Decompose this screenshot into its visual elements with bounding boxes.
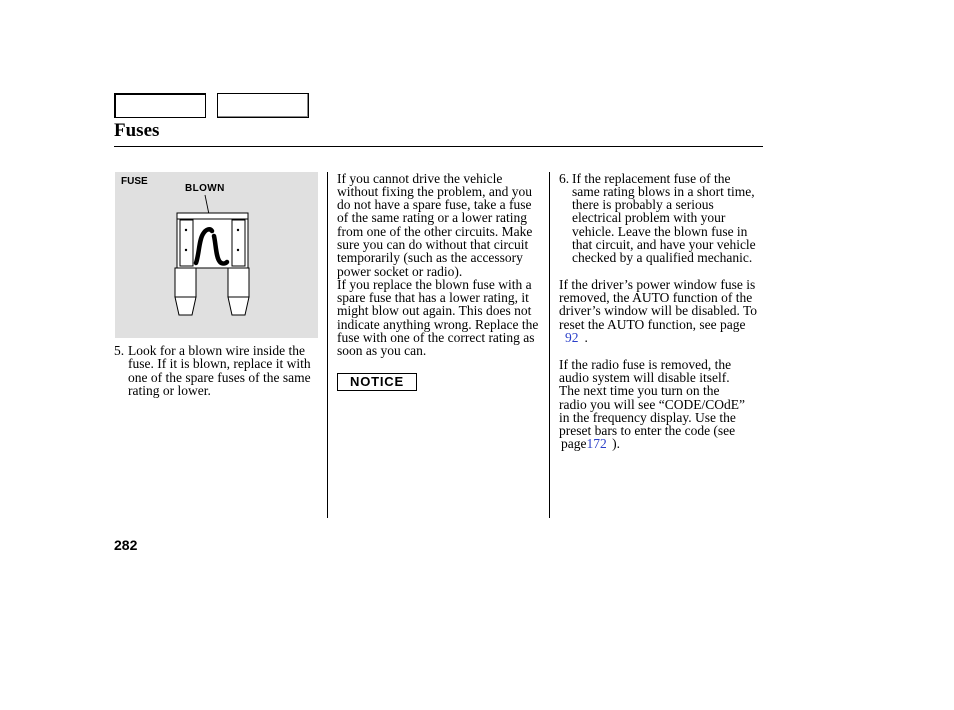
text-line: preset bars to enter the code (see [559,423,736,439]
paragraph-lines [559,358,757,438]
terminal-dot [185,249,187,251]
text-line: fuse with one of the correct rating as [337,330,535,346]
fuse-terminal-left [180,220,193,266]
text-line: soon as you can. [337,343,427,359]
text-line: checked by a qualified mechanic. [572,250,753,266]
fuse-leg-right-tip [228,297,249,315]
fuse-illustration [115,172,318,338]
reference-suffix: . [584,330,588,346]
text-line: audio system will disable itself. [559,369,730,385]
terminal-dot [237,249,239,251]
text-line: that circuit, and have your vehicle [572,236,756,252]
paragraph [337,172,538,278]
paragraph-lines [559,278,757,331]
text-line: rating or lower. [128,382,211,398]
text-line: power socket or radio). [337,263,463,279]
step-text [128,344,311,397]
paragraph [337,278,538,358]
text-line: If the replacement fuse of the [572,170,731,186]
text-line: If you replace the blown fuse with a [337,276,532,292]
title-divider [114,146,763,147]
text-line: one of the spare fuses of the same [128,369,311,385]
step-5 [114,344,311,397]
nav-button-1[interactable] [114,93,206,118]
text-line: temporarily (such as the accessory [337,250,523,266]
text-line: spare fuse that has a lower rating, it [337,290,529,306]
terminal-dot [185,229,187,231]
fuse-drawing [115,172,318,338]
page-reference-line [559,331,757,344]
fuse-top-rim [177,213,248,219]
fuse-leg-right [228,268,249,297]
terminal-dot [237,229,239,231]
notice-label: NOTICE [350,374,404,389]
fuse-leg-left-tip [175,297,196,315]
radio-paragraph [559,358,757,451]
fuse-leg-left [175,268,196,297]
notice-box [337,373,417,391]
text-line: might blow out again. This does not [337,303,532,319]
text-line: If the radio fuse is removed, the [559,356,732,372]
text-line: there is probably a serious [572,197,714,213]
column-divider [549,172,550,518]
text-line: Look for a blown wire inside the [128,343,305,358]
text-line: electrical problem with your [572,210,726,226]
reference-suffix: ). [608,436,620,452]
text-line: in the frequency display. Use the [559,409,736,425]
driver-window-paragraph [559,278,757,344]
text-line: without fixing the problem, and you [337,183,532,199]
nav-button-2[interactable] [217,93,309,118]
page-reference-line [559,437,757,450]
text-line: from one of the other circuits. Make [337,223,533,239]
step-6 [559,172,757,265]
text-line: reset the AUTO function, see page [559,316,746,332]
text-line: If the driver’s power window fuse is [559,276,756,292]
page-title: Fuses [114,120,160,141]
text-line: radio you will see “CODE/COdE” [559,396,745,412]
column-2 [337,172,538,358]
text-line: do not have a spare fuse, take a fuse [337,197,532,213]
text-line: of the same rating or a lower rating [337,210,528,226]
text-line: fuse. If it is blown, replace it with [128,356,311,372]
step-text [572,172,757,265]
text-line: removed, the AUTO function of the [559,290,753,306]
reference-prefix: page [561,436,587,452]
column-divider [327,172,328,518]
text-line: If you cannot drive the vehicle [337,170,503,186]
page-link[interactable]: 92 [565,330,579,346]
column-3 [559,172,757,451]
blown-label: BLOWN [185,182,225,194]
text-line: The next time you turn on the [559,383,720,399]
step-number: 5. [114,343,125,358]
fuse-label: FUSE [121,175,148,187]
fuse-terminal-right [232,220,245,266]
page-link[interactable]: 172 [586,436,607,452]
text-line: indicate anything wrong. Replace the [337,316,539,332]
text-line: vehicle. Leave the blown fuse in [572,223,748,239]
page-number: 282 [114,537,138,553]
column-1 [114,344,311,397]
text-line: sure you can do without that circuit [337,236,529,252]
step-number: 6. [559,170,570,186]
text-line: driver’s window will be disabled. To [559,303,758,319]
text-line: same rating blows in a short time, [572,183,755,199]
